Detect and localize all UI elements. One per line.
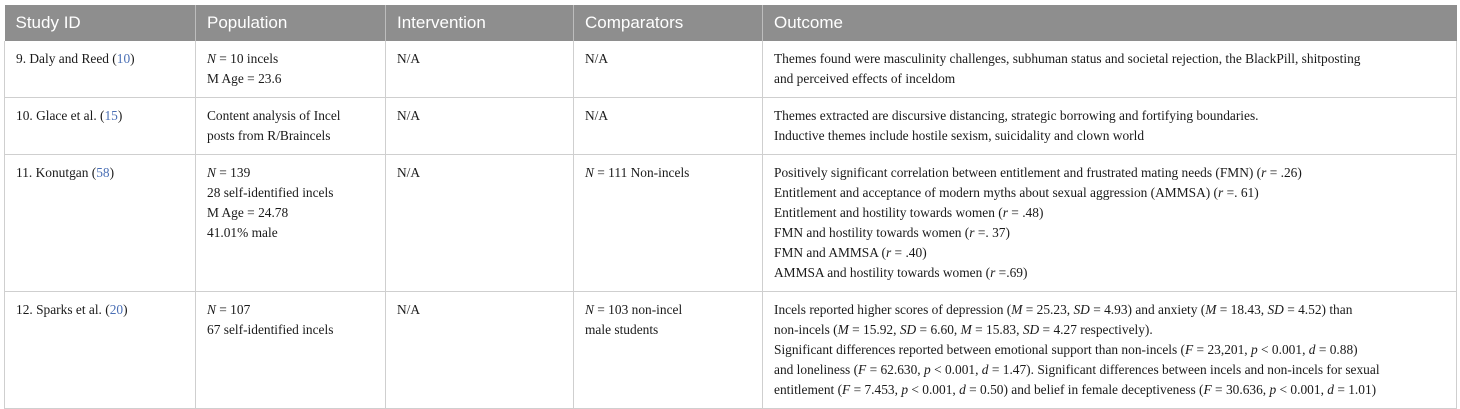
outcome-line: Entitlement and acceptance of modern myths about sexual aggression (AMMSA) (r =. 61) xyxy=(774,185,1259,200)
comparators-cell xyxy=(574,98,763,155)
outcome-line: non-incels (M = 15.92, SD = 6.60, M = 15.83, SD = 4.27 respectively). xyxy=(774,322,1153,337)
comparator-line: N/A xyxy=(585,108,609,123)
header-population: Population xyxy=(196,5,386,41)
comparators-cell xyxy=(574,41,763,98)
study-label: 9. Daly and Reed ( xyxy=(16,51,117,66)
population-line: N = 10 incels xyxy=(207,51,279,66)
population-cell xyxy=(196,292,386,409)
reference-link[interactable]: 20 xyxy=(109,302,124,317)
population-line: N = 107 xyxy=(207,302,251,317)
study-label-suffix: ) xyxy=(123,302,128,317)
outcome-line: FMN and hostility towards women (r =. 37) xyxy=(774,225,1010,240)
comparator-line: N = 111 Non-incels xyxy=(585,165,690,180)
population-line: M Age = 23.6 xyxy=(207,71,282,86)
outcome-line: Themes extracted are discursive distancing, strategic borrowing and fortifying boundaries. xyxy=(774,108,1259,123)
population-line: M Age = 24.78 xyxy=(207,205,289,220)
outcome-line: entitlement (F = 7.453, p < 0.001, d = 0.50) and belief in female deceptiveness (F = 30.636, p < 0.001, d = 1.01) xyxy=(774,382,1377,397)
outcome-line: Themes found were masculinity challenges, subhuman status and societal rejection, the BlackPill, shitposting xyxy=(774,51,1361,66)
study-table-container xyxy=(4,5,1456,409)
comparator-line: male students xyxy=(585,322,659,337)
outcome-line: AMMSA and hostility towards women (r =.69) xyxy=(774,265,1028,280)
outcome-cell xyxy=(763,98,1457,155)
population-cell xyxy=(196,155,386,292)
outcome-line: Significant differences reported between emotional support than non-incels (F = 23,201, p < 0.001, d = 0.88) xyxy=(774,342,1358,357)
table-row xyxy=(5,41,1457,98)
intervention-cell: N/A xyxy=(386,41,574,98)
intervention-cell: N/A xyxy=(386,155,574,292)
header-row xyxy=(5,5,1457,41)
population-cell xyxy=(196,41,386,98)
outcome-line: Entitlement and hostility towards women (r = .48) xyxy=(774,205,1044,220)
table-row xyxy=(5,292,1457,409)
outcome-cell xyxy=(763,292,1457,409)
study-label: 12. Sparks et al. ( xyxy=(16,302,110,317)
reference-link[interactable]: 58 xyxy=(96,165,110,180)
outcome-line: Inductive themes include hostile sexism, suicidality and clown world xyxy=(774,128,1145,143)
study-label: 11. Konutgan ( xyxy=(16,165,97,180)
population-cell xyxy=(196,98,386,155)
comparators-cell xyxy=(574,155,763,292)
comparators-cell xyxy=(574,292,763,409)
intervention-cell: N/A xyxy=(386,292,574,409)
outcome-line: and loneliness (F = 62.630, p < 0.001, d = 1.47). Significant differences between incels and non-incels for sexual xyxy=(774,362,1380,377)
table-row xyxy=(5,98,1457,155)
population-line: N = 139 xyxy=(207,165,251,180)
header-comparators: Comparators xyxy=(574,5,763,41)
header-intervention: Intervention xyxy=(386,5,574,41)
population-line: posts from R/Braincels xyxy=(207,128,331,143)
intervention-cell: N/A xyxy=(386,98,574,155)
population-line: 28 self-identified incels xyxy=(207,185,334,200)
outcome-line: Positively significant correlation between entitlement and frustrated mating needs (FMN) (r = .26) xyxy=(774,165,1302,180)
population-line: 41.01% male xyxy=(207,225,278,240)
study-id-cell xyxy=(5,292,196,409)
population-line: Content analysis of Incel xyxy=(207,108,341,123)
population-line: 67 self-identified incels xyxy=(207,322,334,337)
reference-link[interactable]: 10 xyxy=(116,51,131,66)
header-outcome: Outcome xyxy=(763,5,1457,41)
study-label-suffix: ) xyxy=(117,108,123,123)
comparator-line: N = 103 non-incel xyxy=(585,302,683,317)
outcome-line: and perceived effects of inceldom xyxy=(774,71,956,86)
study-label-suffix: ) xyxy=(130,51,135,66)
outcome-cell xyxy=(763,41,1457,98)
study-label-suffix: ) xyxy=(109,165,115,180)
study-label: 10. Glace et al. ( xyxy=(16,108,105,123)
table-row xyxy=(5,155,1457,292)
study-id-cell xyxy=(5,41,196,98)
study-id-cell xyxy=(5,155,196,292)
study-id-cell xyxy=(5,98,196,155)
outcome-line: Incels reported higher scores of depression (M = 25.23, SD = 4.93) and anxiety (M = 18.43, SD = 4.52) than xyxy=(774,302,1353,317)
reference-link[interactable]: 15 xyxy=(104,108,118,123)
comparator-line: N/A xyxy=(585,51,609,66)
study-table xyxy=(4,5,1457,409)
outcome-line: FMN and AMMSA (r = .40) xyxy=(774,245,927,260)
header-study-id: Study ID xyxy=(5,5,196,41)
outcome-cell xyxy=(763,155,1457,292)
